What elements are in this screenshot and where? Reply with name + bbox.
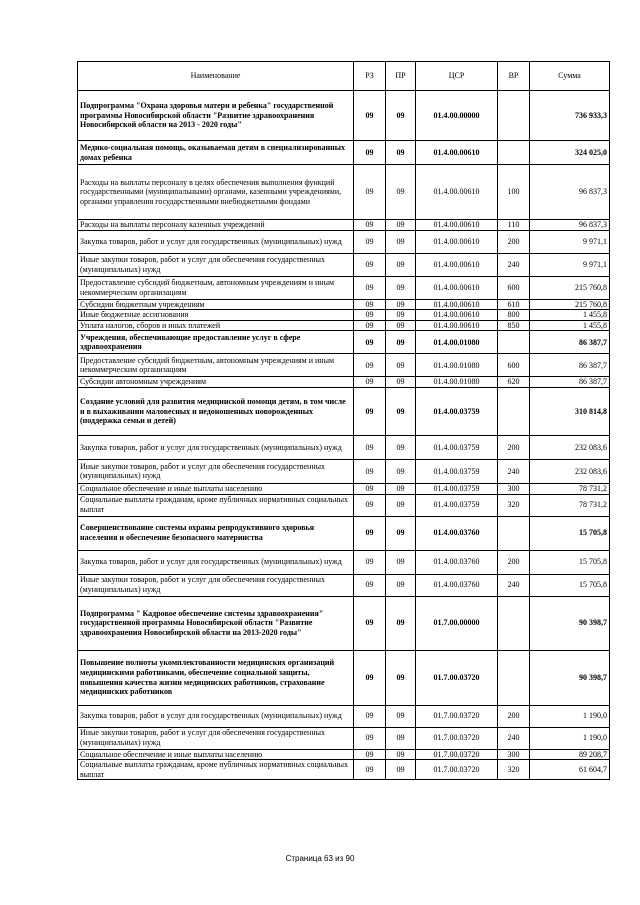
- budget-table: [77, 61, 610, 780]
- cell-pr: 09: [386, 550, 416, 574]
- cell-rz: 09: [354, 387, 386, 435]
- cell-rz: 09: [354, 299, 386, 310]
- cell-name: Подпрограмма " Кадровое обеспечение системы здравоохранения" государственной программы Новосибирской области "Развитие здравоохранения Новосибирской области на 2013-2020 годы": [78, 596, 354, 650]
- table-row: [78, 494, 610, 516]
- cell-rz: 09: [354, 354, 386, 377]
- table-row: [78, 435, 610, 459]
- cell-vr: [498, 91, 530, 141]
- table-row: [78, 749, 610, 760]
- cell-pr: 09: [386, 727, 416, 749]
- table-row: [78, 331, 610, 354]
- cell-vr: [498, 596, 530, 650]
- cell-pr: 09: [386, 320, 416, 331]
- cell-name: Предоставление субсидий бюджетным, автономным учреждениям и иным некоммерческим организациям: [78, 354, 354, 377]
- cell-sum: 736 933,3: [530, 91, 610, 141]
- cell-name: Иные закупки товаров, работ и услуг для обеспечения государственных (муниципальных) нужд: [78, 459, 354, 483]
- table-row: [78, 650, 610, 705]
- cell-sum: 89 208,7: [530, 749, 610, 760]
- cell-sum: 78 731,2: [530, 494, 610, 516]
- cell-vr: [498, 650, 530, 705]
- cell-pr: 09: [386, 435, 416, 459]
- cell-csr: 01.4.00.03759: [416, 483, 498, 494]
- cell-sum: 1 455,8: [530, 310, 610, 321]
- cell-csr: 01.4.00.00610: [416, 220, 498, 231]
- cell-sum: 232 083,6: [530, 435, 610, 459]
- cell-sum: 15 705,8: [530, 516, 610, 550]
- cell-vr: 610: [498, 299, 530, 310]
- cell-pr: 09: [386, 354, 416, 377]
- cell-csr: 01.4.00.00610: [416, 141, 498, 165]
- cell-csr: 01.4.00.00610: [416, 299, 498, 310]
- cell-rz: 09: [354, 727, 386, 749]
- cell-csr: 01.4.00.03760: [416, 574, 498, 596]
- cell-name: Иные закупки товаров, работ и услуг для обеспечения государственных (муниципальных) нужд: [78, 253, 354, 276]
- cell-sum: 86 387,7: [530, 377, 610, 388]
- cell-name: Социальные выплаты гражданам, кроме публичных нормативных социальных выплат: [78, 494, 354, 516]
- table-row: [78, 141, 610, 165]
- table-row: [78, 320, 610, 331]
- cell-vr: 200: [498, 435, 530, 459]
- cell-vr: [498, 516, 530, 550]
- cell-name: Медико-социальная помощь, оказываемая детям в специализированных домах ребенка: [78, 141, 354, 165]
- cell-rz: 09: [354, 516, 386, 550]
- cell-sum: 15 705,8: [530, 574, 610, 596]
- cell-csr: 01.4.00.00610: [416, 320, 498, 331]
- header-pr: ПР: [386, 62, 416, 91]
- page-number: Страница 63 из 90: [285, 854, 355, 863]
- table-row: [78, 516, 610, 550]
- cell-name: Расходы на выплаты персоналу казенных учреждений: [78, 220, 354, 231]
- cell-pr: 09: [386, 596, 416, 650]
- cell-pr: 09: [386, 220, 416, 231]
- table-row: [78, 230, 610, 253]
- cell-name: Субсидии бюджетным учреждениям: [78, 299, 354, 310]
- cell-sum: 324 025,0: [530, 141, 610, 165]
- cell-vr: 300: [498, 749, 530, 760]
- cell-sum: 96 837,3: [530, 165, 610, 220]
- table-row: [78, 760, 610, 780]
- header-rz: РЗ: [354, 62, 386, 91]
- cell-pr: 09: [386, 91, 416, 141]
- table-row: [78, 299, 610, 310]
- table-row: [78, 91, 610, 141]
- cell-sum: 90 398,7: [530, 596, 610, 650]
- cell-sum: 232 083,6: [530, 459, 610, 483]
- cell-rz: 09: [354, 141, 386, 165]
- cell-vr: 200: [498, 705, 530, 727]
- cell-name: Закупка товаров, работ и услуг для государственных (муниципальных) нужд: [78, 550, 354, 574]
- cell-csr: 01.4.00.03759: [416, 435, 498, 459]
- cell-pr: 09: [386, 650, 416, 705]
- cell-vr: 320: [498, 494, 530, 516]
- cell-rz: 09: [354, 650, 386, 705]
- cell-csr: 01.7.00.00000: [416, 596, 498, 650]
- cell-pr: 09: [386, 165, 416, 220]
- cell-vr: 300: [498, 483, 530, 494]
- table-row: [78, 459, 610, 483]
- cell-name: Социальное обеспечение и иные выплаты населению: [78, 749, 354, 760]
- cell-vr: 200: [498, 230, 530, 253]
- cell-rz: 09: [354, 91, 386, 141]
- cell-rz: 09: [354, 749, 386, 760]
- cell-pr: 09: [386, 310, 416, 321]
- cell-pr: 09: [386, 574, 416, 596]
- cell-rz: 09: [354, 230, 386, 253]
- cell-rz: 09: [354, 459, 386, 483]
- cell-csr: 01.7.00.03720: [416, 705, 498, 727]
- cell-pr: 09: [386, 516, 416, 550]
- header-sum: Сумма: [530, 62, 610, 91]
- cell-sum: 1 455,8: [530, 320, 610, 331]
- cell-csr: 01.4.00.03760: [416, 516, 498, 550]
- cell-pr: 09: [386, 494, 416, 516]
- table-row: [78, 354, 610, 377]
- cell-vr: 600: [498, 354, 530, 377]
- table-row: [78, 165, 610, 220]
- cell-sum: 61 604,7: [530, 760, 610, 780]
- cell-pr: 09: [386, 276, 416, 299]
- cell-pr: 09: [386, 705, 416, 727]
- cell-name: Закупка товаров, работ и услуг для государственных (муниципальных) нужд: [78, 230, 354, 253]
- table-row: [78, 276, 610, 299]
- cell-csr: 01.4.00.00610: [416, 310, 498, 321]
- cell-sum: 90 398,7: [530, 650, 610, 705]
- cell-csr: 01.4.00.03759: [416, 387, 498, 435]
- cell-name: Закупка товаров, работ и услуг для государственных (муниципальных) нужд: [78, 705, 354, 727]
- cell-vr: 620: [498, 377, 530, 388]
- cell-rz: 09: [354, 596, 386, 650]
- cell-csr: 01.4.00.01080: [416, 354, 498, 377]
- cell-rz: 09: [354, 494, 386, 516]
- cell-name: Предоставление субсидий бюджетным, автономным учреждениям и иным некоммерческим организациям: [78, 276, 354, 299]
- cell-name: Социальные выплаты гражданам, кроме публичных нормативных социальных выплат: [78, 760, 354, 780]
- cell-sum: 9 971,1: [530, 230, 610, 253]
- cell-vr: 850: [498, 320, 530, 331]
- cell-rz: 09: [354, 331, 386, 354]
- cell-vr: 200: [498, 550, 530, 574]
- cell-sum: 215 760,8: [530, 276, 610, 299]
- cell-pr: 09: [386, 760, 416, 780]
- cell-pr: 09: [386, 230, 416, 253]
- cell-pr: 09: [386, 387, 416, 435]
- cell-rz: 09: [354, 276, 386, 299]
- cell-rz: 09: [354, 760, 386, 780]
- cell-csr: 01.7.00.03720: [416, 749, 498, 760]
- cell-rz: 09: [354, 550, 386, 574]
- cell-name: Социальное обеспечение и иные выплаты населению: [78, 483, 354, 494]
- cell-name: Учреждения, обеспечивающие предоставление услуг в сфере здравоохранения: [78, 331, 354, 354]
- cell-pr: 09: [386, 331, 416, 354]
- cell-csr: 01.4.00.00610: [416, 230, 498, 253]
- cell-pr: 09: [386, 299, 416, 310]
- header-csr: ЦСР: [416, 62, 498, 91]
- cell-csr: 01.7.00.03720: [416, 727, 498, 749]
- cell-pr: 09: [386, 253, 416, 276]
- cell-sum: 15 705,8: [530, 550, 610, 574]
- cell-rz: 09: [354, 310, 386, 321]
- cell-pr: 09: [386, 377, 416, 388]
- cell-rz: 09: [354, 483, 386, 494]
- cell-vr: 320: [498, 760, 530, 780]
- cell-vr: 800: [498, 310, 530, 321]
- cell-vr: [498, 141, 530, 165]
- cell-name: Закупка товаров, работ и услуг для государственных (муниципальных) нужд: [78, 435, 354, 459]
- cell-name: Создание условий для развития медицинской помощи детям, в том числе и в выхаживании маловесных и недоношенных новорожденных (поддержка семьи и детей): [78, 387, 354, 435]
- cell-csr: 01.7.00.03720: [416, 650, 498, 705]
- table-row: [78, 596, 610, 650]
- cell-vr: 100: [498, 165, 530, 220]
- cell-vr: [498, 387, 530, 435]
- table-row: [78, 483, 610, 494]
- cell-vr: 110: [498, 220, 530, 231]
- cell-name: Совершенствование системы охраны репродуктивного здоровья населения и обеспечение безопасного материнства: [78, 516, 354, 550]
- cell-rz: 09: [354, 165, 386, 220]
- cell-pr: 09: [386, 483, 416, 494]
- cell-csr: 01.4.00.00610: [416, 253, 498, 276]
- table-row: [78, 727, 610, 749]
- cell-rz: 09: [354, 705, 386, 727]
- cell-name: Расходы на выплаты персоналу в целях обеспечения выполнения функций государственными (муниципальными) органами, казенными учреждениями, органами управления государственными внебюджетными фондами: [78, 165, 354, 220]
- cell-rz: 09: [354, 377, 386, 388]
- table-row: [78, 310, 610, 321]
- cell-vr: 240: [498, 253, 530, 276]
- cell-sum: 9 971,1: [530, 253, 610, 276]
- table-row: [78, 574, 610, 596]
- cell-vr: 240: [498, 459, 530, 483]
- cell-name: Иные закупки товаров, работ и услуг для обеспечения государственных (муниципальных) нужд: [78, 727, 354, 749]
- cell-name: Иные закупки товаров, работ и услуг для обеспечения государственных (муниципальных) нужд: [78, 574, 354, 596]
- cell-vr: [498, 331, 530, 354]
- header-name: Наименование: [78, 62, 354, 91]
- cell-sum: 1 190,0: [530, 705, 610, 727]
- cell-vr: 240: [498, 727, 530, 749]
- cell-rz: 09: [354, 435, 386, 459]
- cell-sum: 86 387,7: [530, 354, 610, 377]
- cell-rz: 09: [354, 320, 386, 331]
- cell-pr: 09: [386, 749, 416, 760]
- cell-name: Иные бюджетные ассигнования: [78, 310, 354, 321]
- cell-csr: 01.4.00.00000: [416, 91, 498, 141]
- cell-sum: 78 731,2: [530, 483, 610, 494]
- cell-csr: 01.4.00.00610: [416, 276, 498, 299]
- cell-csr: 01.4.00.01080: [416, 377, 498, 388]
- table-row: [78, 377, 610, 388]
- cell-sum: 310 814,8: [530, 387, 610, 435]
- cell-csr: 01.4.00.03760: [416, 550, 498, 574]
- table-row: [78, 220, 610, 231]
- cell-name: Повышение полноты укомплектованности медицинских организаций медицинскими работниками, обеспечение социальной защиты, повышения качества жизни медицинских работников, страхование медицинских работников: [78, 650, 354, 705]
- table-row: [78, 253, 610, 276]
- cell-pr: 09: [386, 141, 416, 165]
- cell-name: Уплата налогов, сборов и иных платежей: [78, 320, 354, 331]
- cell-csr: 01.4.00.01080: [416, 331, 498, 354]
- cell-sum: 1 190,0: [530, 727, 610, 749]
- table-row: [78, 705, 610, 727]
- cell-csr: 01.4.00.03759: [416, 459, 498, 483]
- cell-name: Подпрограмма "Охрана здоровья матери и ребенка" государственной программы Новосибирской области "Развитие здравоохранения Новосибирской области на 2013 - 2020 годы": [78, 91, 354, 141]
- table-body: [78, 91, 610, 780]
- header-vr: ВР: [498, 62, 530, 91]
- cell-pr: 09: [386, 459, 416, 483]
- cell-rz: 09: [354, 574, 386, 596]
- cell-name: Субсидии автономным учреждениям: [78, 377, 354, 388]
- cell-rz: 09: [354, 220, 386, 231]
- cell-vr: 240: [498, 574, 530, 596]
- cell-csr: 01.4.00.03759: [416, 494, 498, 516]
- cell-csr: 01.4.00.00610: [416, 165, 498, 220]
- cell-rz: 09: [354, 253, 386, 276]
- cell-vr: 600: [498, 276, 530, 299]
- cell-sum: 86 387,7: [530, 331, 610, 354]
- cell-sum: 96 837,3: [530, 220, 610, 231]
- cell-sum: 215 760,8: [530, 299, 610, 310]
- table-header-row: [78, 62, 610, 91]
- table-row: [78, 387, 610, 435]
- cell-csr: 01.7.00.03720: [416, 760, 498, 780]
- table-row: [78, 550, 610, 574]
